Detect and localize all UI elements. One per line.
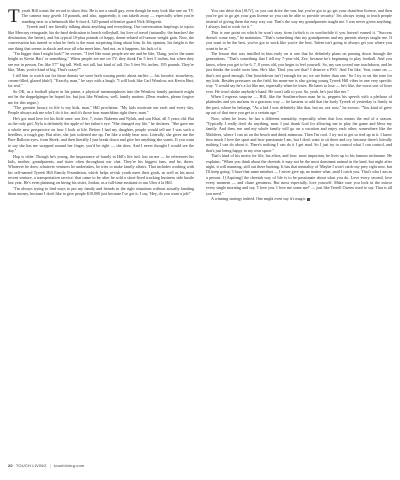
article-paragraph — [206, 30, 392, 51]
paragraph-text: I tell him to watch out for those donuts we were both waxing poetic about earlier — his favorite: strawberry, cream-filled, glazed (duh!). "Exactly, man," he says with a laugh. "I will look like Carl Winslow, not Kevin Hart, for real." — [8, 72, 194, 89]
paragraph-text: "The greatest luxury in life is my kids, man," Hill proclaims. "My kids motivate me each and every day. People always ask me who I do it for, and it's those four munchkins right there, man." — [8, 105, 194, 116]
paragraph-text: A winning strategy indeed. One might even say it's magic. — [211, 196, 307, 202]
article-paragraph — [8, 154, 194, 186]
website-url: touchliving.com — [53, 463, 85, 468]
article-paragraph — [8, 24, 194, 51]
article-paragraph — [206, 116, 392, 153]
paragraph-text: yrsek Hill wants the record to show this: He is not a small guy, even though he may look like one on TV. The camera may giveth 10 pounds, and also, apparently, it can taketh away — especially when you're standing next to a behemoth like 6-foot-4, 320-pound offensive guard Nick Allegretti. — [21, 8, 194, 24]
paragraph-text: "I'm bigger than I might look!" he swears. "I feel like most people see me and be like, 'Dang, you're the same height as Kevin Hart' or something." When people see me on TV, they think I'm 5 feet 5 inches, but when they see me in person, I'm like 5'7" big tall. Well, not tall, but kind of tall. I'm 5 feet 9¼ inches, 195 pounds. They're like, 'Man, you're kind of big. That's crazy!'" — [8, 51, 194, 73]
article-paragraph — [8, 73, 194, 89]
left-column — [8, 8, 194, 456]
page-footer — [8, 463, 84, 468]
article-paragraph — [206, 196, 392, 201]
paragraph-text: So OK, as a football player in his prime, a physical metamorphosis into the Winslow family patriarch might not be the doppelgänger he hoped for, but just like Winslow, well, family matters. (Dear readers, please forgive me for this segue.) — [8, 88, 194, 105]
article-paragraph — [8, 116, 194, 153]
paragraph-text: Now, when he loses, he has a different mentality, especially when that loss means the end of a season. "Typically I really don't do anything, man. I just thank God for allowing me to play the game and bless my family. And then, me and my whole family will go on a vacation and enjoy each other, somewhere like the Maldives, where I can sit on the beach and drink mimosas. Then I'm cool. I try not to get so tied up in it. I know how much I love the sport and how passionate I am, but I don't want to sit there and cry, because there's literally nothing I can do about it. There's nothing I can do it I get mad. So I just try to control what I can control, and that's just being happy in my own space." — [206, 115, 392, 153]
article-paragraph — [8, 89, 194, 105]
article-paragraph — [206, 8, 392, 29]
paragraph-text: That's kind of his motto for life, his ethos, and how, most important, he lives up to his famous nickname. He explains, "When you think about the cheetah, it may not be the most dominant animal in the land, but night after night, it will manning, still out there hunting. It has that mentality of 'Maybe I won't catch my prey right now, but I'll keep going.' I have that same mindset — I never give up, no matter what, until I catch you. That's who I am as a person. I [Aspiring] the cheetah way of life is to be passionate about what you do. Love every second, love every moment — and chase greatness. But most especially, love yourself. Make sure you look in the mirror every single morning and say, 'I love you. I love me some me!' — just like Terrell Owens used to say. That is all you need." — [206, 153, 392, 196]
article-paragraph — [8, 105, 194, 116]
paragraph-text: He's got mad love for his little ones: son Zev, 7, twins Nakeem and Nylah, and son Khai, all 5 years old. But as the only girl, Nyla is definitely the apple of her father's eye. "She changed my life," he declares. "She gave me a whole new perspective on how I look at life. Before I had my daughter, people would tell me I was such a heedless, a tough guy. But after, she just softened me up. I'm like a teddy bear now. Literally, she gives me the Pure Balloon eyes, from Shrek, and then literally I just break down and give her anything she wants. If you want to say she has me wrapped around her finger, you'd be right — she does. And I never thought I would see the day." — [8, 116, 194, 154]
magazine-name: TOUCH LIVING — [15, 463, 47, 468]
paragraph-text: "I'm always trying to find ways to put my family and friends in the right situations without actually handing them money, because I don't like to give people $10,000 just because I've got it. I say, 'Hey, do you want a job?' — [8, 185, 194, 197]
paragraph-text: The lesson that was instilled in him early on is one that he definitely plans on passing down through the generations. "That's something that I tell my 7-year-old, Zev, because he's beginning to play football. And you know, when you get to be 6, 7, 8 years old, you begin to feel yourself. So, my son scored one touchdown, and he just thinks the world owes him. He's like, 'Dad, you see that? I deserve a PS5.' And I'm like, 'Son, come on — that's not good enough. One [touchdown isn't] enough for us; we are better than one.' So I try to set the tone for my kids. Besides pressures on the field, his mom-me is also giving young Tyreek Hill vibes in one very specific way. "I would say he's a lot like me, especially when he loses. He hates to lose — he's like, the worst sort of loser ever. He won't shake anybody's hand. He won't talk to you. So, yeah, he's just like me." — [206, 51, 392, 94]
article-paragraph — [8, 51, 194, 72]
paragraph-text: Hop is older. Though he's young, the importance of family in Hill's life isn't lost on me — he references his kids, mother, grandparents, and sister often throughout our chat. They're his biggest fans, and he, theirs. Whatever he does, whatever ventures he undertakes, he tries to make family affairs. That includes working with his self-named Tyreek Hill Family Foundation, which helps at-risk youth meet their goals, as well as his most recent venture, a transportation service, that came to be after he sold a short-lived trucking business side hustle last year. He's even planning on hiring his sister, Jordan, as a full-time assistant to run Uber à la Hill. — [8, 153, 194, 186]
paragraph-text: Tyreek and I are literally talking about anything and everything. Our conversation leapfrogs to topics like Mercury retrograde, his do-hard dedication to beach volleyball, his love of travel (naturally: the beaches! the destination, the better), and his typical 10-plus pounds of happy, donut-related off-season weight gain. Now, the conversation has turned to what he feels is the most surprising thing about him. In his opinion, his height is the one thing that seems to shock and awe all who meet him. And not, as it happens, his lack of it. — [8, 24, 194, 51]
article-body — [8, 8, 392, 456]
paragraph-text: You can drive this [SUV], or you can drive the van, but you've got to go get your chauffeur license, and then you've got to go get your gun license so you can be able to provide security.' I'm always trying to teach people instead of giving them the easy way out. That's the way my grandparents taught me. I was never given anything. I always had to work for it." — [206, 8, 392, 30]
article-paragraph — [8, 8, 194, 27]
article-paragraph — [206, 51, 392, 94]
article-paragraph — [206, 94, 392, 115]
right-column — [206, 8, 392, 456]
footer-separator: | — [49, 463, 51, 468]
page-number: 20 — [8, 463, 13, 468]
drop-cap: T — [8, 8, 20, 27]
end-mark-icon — [307, 198, 310, 201]
paragraph-text: When I express surprise — Hill, like the Southern-born man he is, peppers his speech with a plethora of platitudes and yes ma'ams in a gracious way — he hastens to add that the burly Tyreek of yesterday is firmly in the past, where he belongs. "As a kid I was definitely like that, but no, not now," he swears. "You kind of grew up out of that once you get to a certain age." — [206, 94, 392, 116]
article-paragraph — [206, 153, 392, 196]
paragraph-text: This is one point on which he won't stray from (which is in worthwhile if you haven't earned it. "Success doesn't come easy," he maintains. "That's something that my grandparents and my parents always taught me. If you want to be the best, you've got to work like you're the best. Talent isn't going to always get you where you want to be at." — [206, 29, 392, 51]
article-paragraph — [8, 186, 194, 197]
